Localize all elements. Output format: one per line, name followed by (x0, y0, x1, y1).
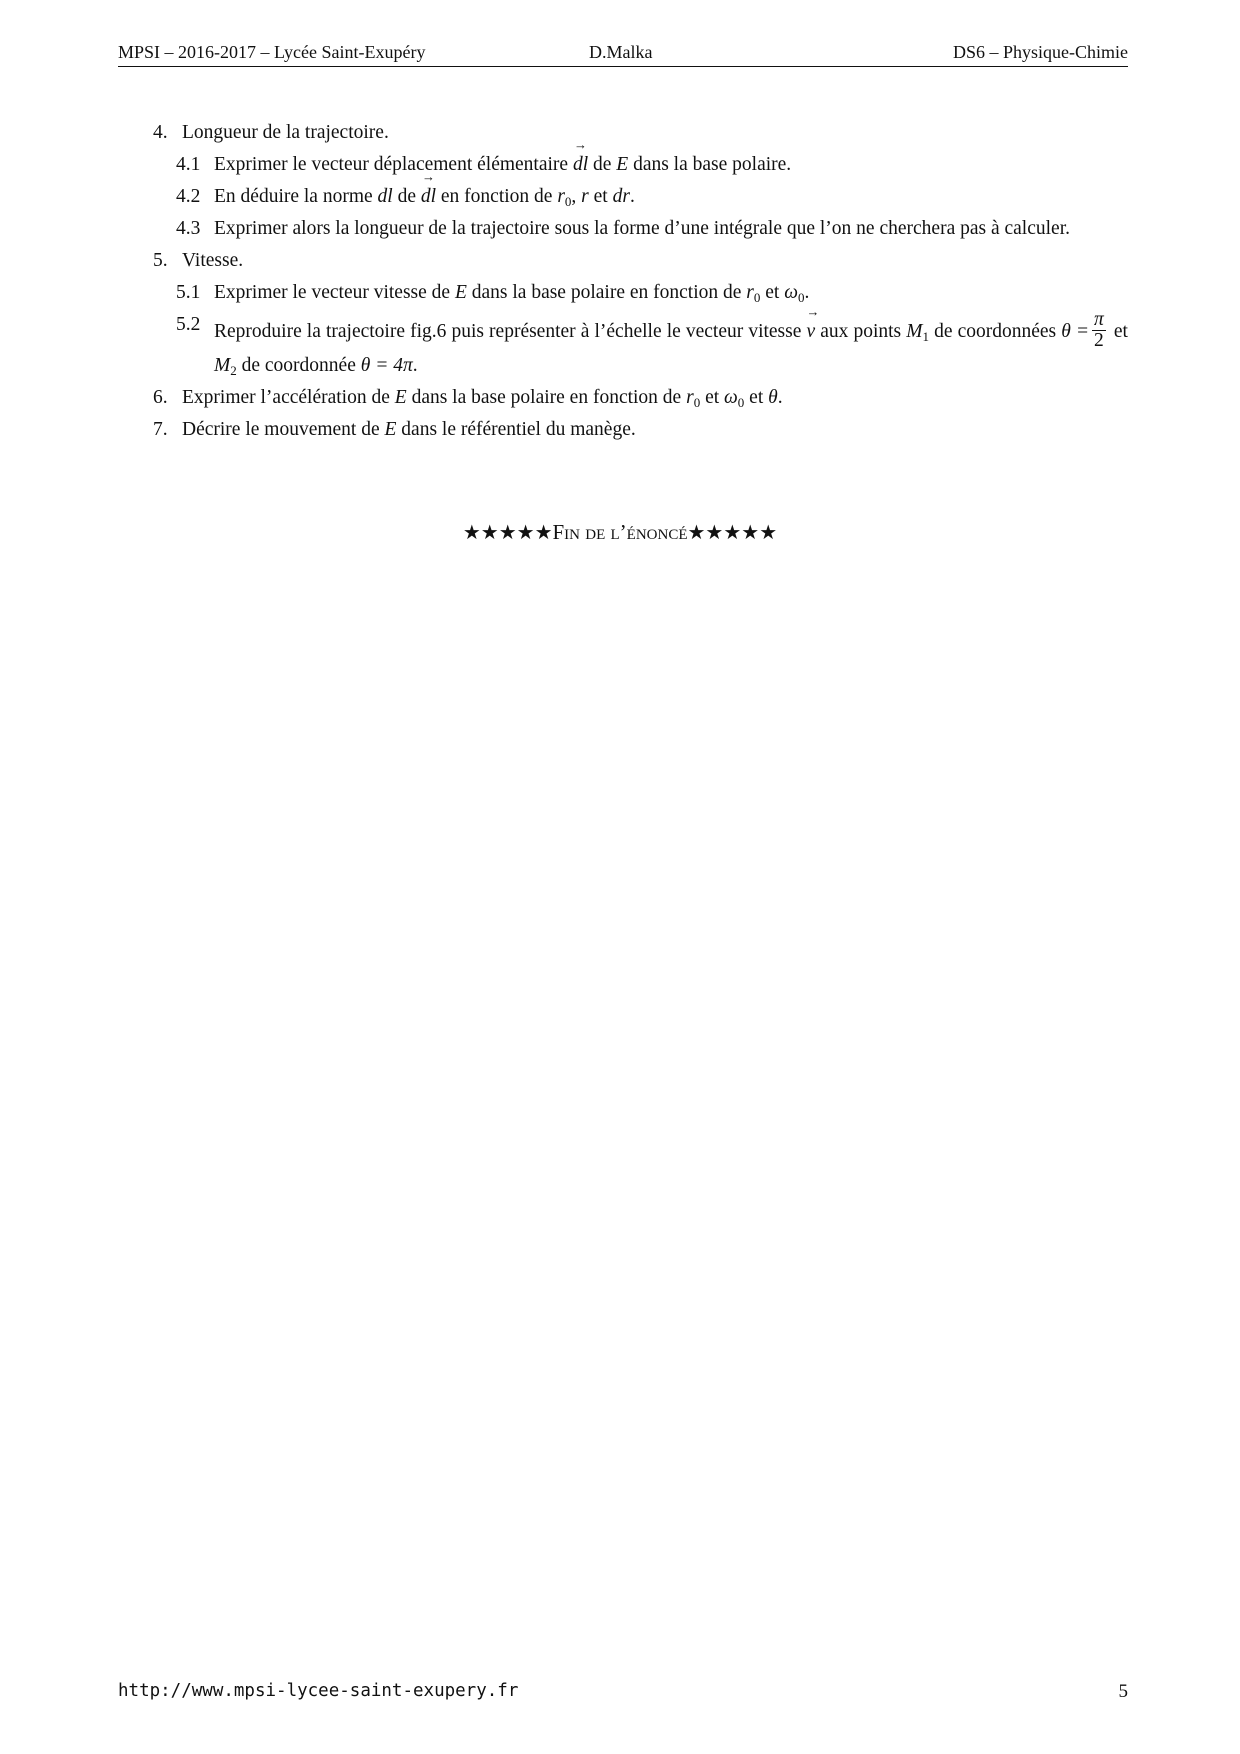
text-span: dans la base polaire en fonction de (466, 282, 747, 303)
text-span: et (760, 282, 785, 303)
symbol-r: r (581, 186, 589, 207)
page-header (118, 38, 1128, 67)
page-number: 5 (1118, 1681, 1128, 1702)
text-span: de coordonnée (236, 355, 361, 376)
text-span: Reproduire la trajectoire fig.6 puis représenter à l’échelle le vecteur vitesse (214, 320, 807, 342)
fraction-numerator: π (1094, 309, 1104, 330)
subscript: 0 (797, 290, 805, 305)
text-span: et (1108, 320, 1128, 342)
text-span: de (392, 186, 421, 207)
question-7 (118, 417, 1128, 443)
symbol-r: r (557, 186, 565, 207)
symbol-dr: dr (612, 186, 630, 207)
text-span: . (629, 186, 635, 207)
text-span: de (588, 154, 617, 175)
star-icons-left: ★★★★★ (462, 520, 553, 544)
footer-url: http://www.mpsi-lycee-saint-exupery.fr (118, 1681, 519, 1701)
text-span: Exprimer l’accélération de (182, 387, 395, 408)
symbol-dl: dl (377, 186, 393, 207)
question-4 (118, 120, 1128, 146)
question-4-1 (118, 152, 1128, 178)
symbol-E: E (394, 387, 407, 408)
text-span: dans la base polaire. (628, 154, 792, 175)
subscript: 1 (922, 328, 929, 344)
symbol-r: r (746, 282, 754, 303)
text-span: et (700, 387, 725, 408)
page-footer (118, 1681, 1128, 1707)
text-span: . (412, 355, 418, 376)
subscript: 0 (564, 194, 572, 209)
text-span: Exprimer alors la longueur de la trajectoire sous la forme d’une intégrale que l’on ne cherchera pas à calculer. (214, 218, 1070, 239)
question-4-3 (118, 216, 1128, 242)
subquestion-number: 4.1 (176, 154, 201, 175)
text-span: Décrire le mouvement de (182, 419, 385, 440)
text-span: . (777, 387, 783, 408)
question-4-2 (118, 184, 1128, 210)
vector-dl: → dl (421, 184, 436, 210)
header-author: D.Malka (589, 42, 653, 62)
text-span: en fonction de (436, 186, 558, 207)
subquestion-number: 5.1 (176, 282, 201, 303)
vector-dl: → dl (573, 152, 588, 178)
symbol-r: r (686, 387, 694, 408)
text-span: En déduire la norme (214, 186, 378, 207)
question-title: Longueur de la trajectoire. (182, 122, 389, 143)
subscript: 0 (753, 290, 761, 305)
equation-theta: θ = 4π (360, 355, 413, 376)
text-span: Exprimer le vecteur déplacement élémentaire (214, 154, 573, 175)
symbol-M2: M (214, 355, 231, 376)
question-5-1 (118, 280, 1128, 306)
subscript: 2 (230, 363, 237, 378)
fraction-denominator: 2 (1094, 330, 1104, 351)
text-span: aux points (815, 320, 907, 342)
question-5-2 (118, 309, 1128, 379)
subscript: 0 (737, 395, 745, 410)
question-number: 5. (153, 250, 168, 271)
questions-body (118, 120, 1128, 449)
subquestion-number: 5.2 (176, 314, 201, 335)
question-number: 6. (153, 387, 168, 408)
question-title: Vitesse. (182, 250, 244, 271)
header-course: MPSI – 2016-2017 – Lycée Saint-Exupéry (118, 42, 426, 62)
symbol-E: E (454, 282, 467, 303)
question-5 (118, 248, 1128, 274)
header-exam-title: DS6 – Physique-Chimie (952, 42, 1128, 62)
text-span: et (588, 186, 613, 207)
fraction-pi-over-2 (1092, 310, 1106, 351)
subscript: 0 (693, 395, 701, 410)
text-span: et (744, 387, 769, 408)
text-span: dans le référentiel du manège. (396, 419, 636, 440)
vector-v: → v (806, 319, 815, 345)
end-title: Fin de l’énoncé (552, 520, 688, 544)
text-span: Exprimer le vecteur vitesse de (214, 282, 455, 303)
symbol-theta: θ (768, 387, 778, 408)
text-span: . (804, 282, 810, 303)
end-of-statement (0, 520, 1240, 545)
symbol-E: E (616, 154, 629, 175)
question-number: 7. (153, 419, 168, 440)
symbol-omega: ω (784, 282, 798, 303)
subquestion-number: 4.3 (176, 218, 201, 239)
question-6 (118, 385, 1128, 411)
text-span: , (571, 186, 582, 207)
text-span: de coordonnées (928, 320, 1062, 342)
text-span: dans la base polaire en fonction de (406, 387, 687, 408)
star-icons-right: ★★★★★ (687, 520, 778, 544)
subquestion-number: 4.2 (176, 186, 201, 207)
equation-theta: θ = (1061, 320, 1090, 342)
symbol-E: E (384, 419, 397, 440)
symbol-omega: ω (724, 387, 738, 408)
symbol-M1: M (906, 320, 923, 342)
question-number: 4. (153, 122, 168, 143)
